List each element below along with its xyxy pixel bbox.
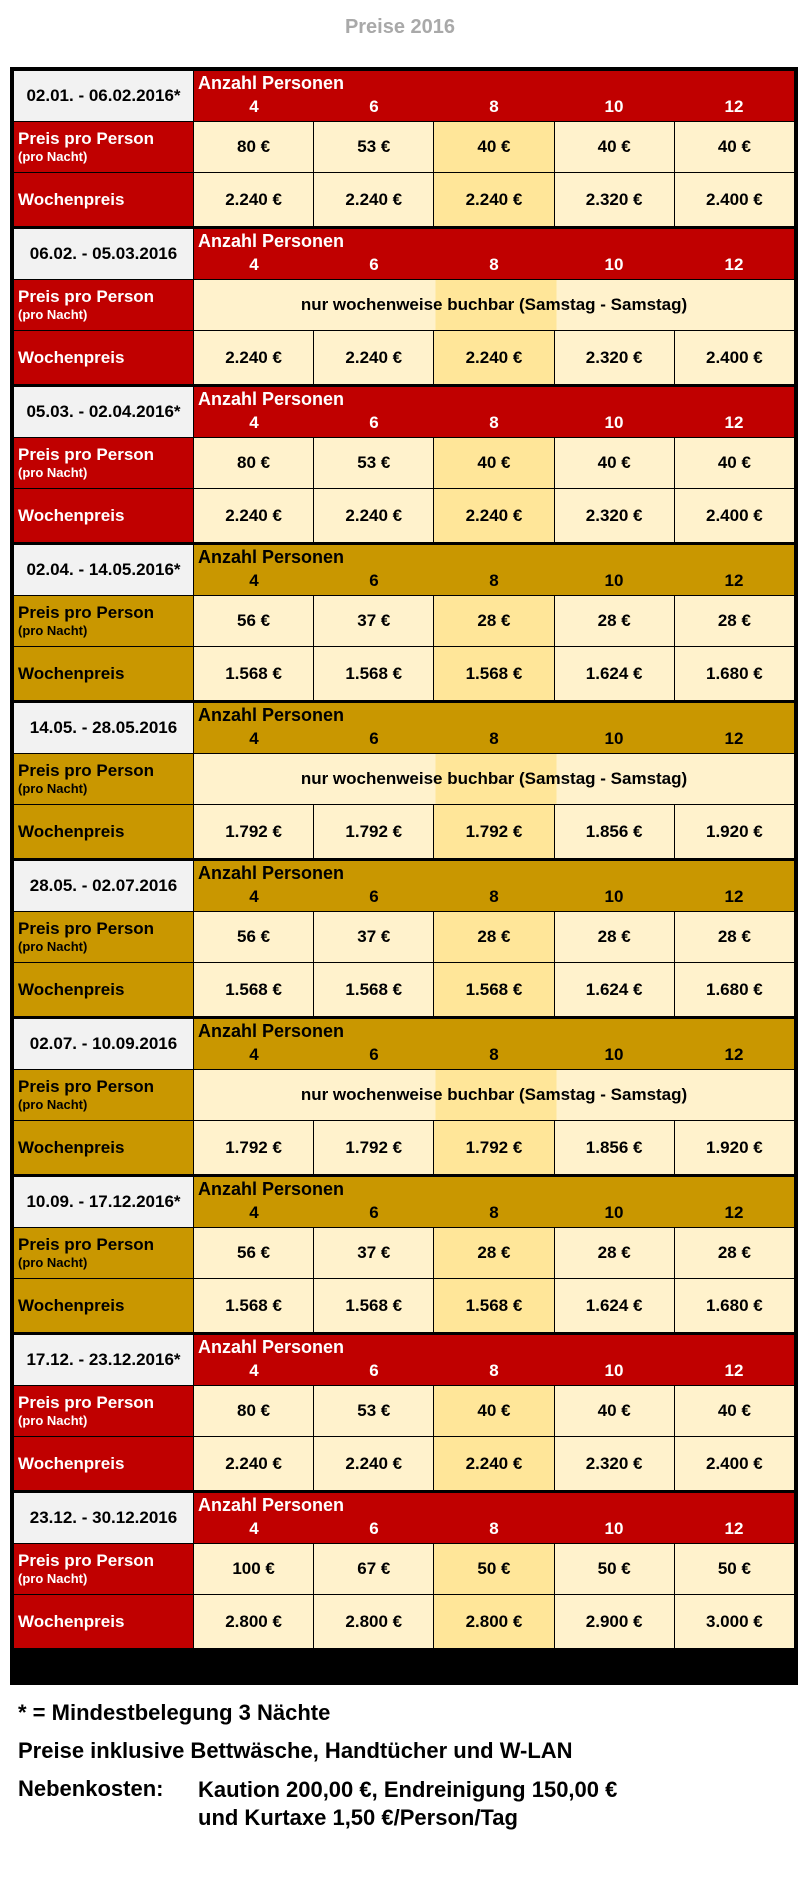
price-per-person-cell: 50 €: [434, 1544, 554, 1595]
weekly-price-cell: 1.568 €: [434, 647, 554, 702]
notes-section: [18, 1700, 778, 1832]
person-count: 8: [489, 729, 499, 748]
price-per-person-cell: 53 €: [314, 122, 434, 173]
weekly-only-note: nur wochenweise buchbar (Samstag - Samstag): [194, 280, 795, 331]
person-count: 12: [724, 1361, 744, 1380]
weekly-row: [14, 647, 795, 702]
price-row: [14, 1070, 795, 1121]
weekly-price-cell: 2.240 €: [434, 331, 554, 386]
weekly-price-cell: 2.400 €: [674, 331, 794, 386]
price-per-person-cell: 56 €: [194, 1228, 314, 1279]
period-header-row: [14, 1334, 795, 1386]
price-per-person-cell: 40 €: [434, 1386, 554, 1437]
price-row: [14, 1386, 795, 1437]
person-count: 4: [249, 1361, 259, 1380]
price-label-main: Preis pro Person: [18, 1235, 155, 1254]
weekly-price-cell: 1.920 €: [674, 1121, 794, 1176]
price-row-label: [14, 754, 194, 805]
price-label-sub: (pro Nacht): [18, 1097, 88, 1112]
persons-header-title: Anzahl Personen: [198, 231, 345, 251]
weekly-row-label: Wochenpreis: [14, 1279, 194, 1334]
person-count: 8: [489, 1203, 499, 1222]
period-label: 23.12. - 30.12.2016: [14, 1492, 194, 1544]
price-per-person-cell: 56 €: [194, 912, 314, 963]
price-per-person-cell: 28 €: [434, 1228, 554, 1279]
person-count: 8: [489, 413, 499, 432]
weekly-price-cell: 1.680 €: [674, 963, 794, 1018]
price-row-label: [14, 1070, 194, 1121]
weekly-price-cell: 2.800 €: [194, 1595, 314, 1649]
person-count: 12: [724, 1519, 744, 1538]
price-label-main: Preis pro Person: [18, 603, 155, 622]
period-label: 10.09. - 17.12.2016*: [14, 1176, 194, 1228]
person-count: 8: [489, 1045, 499, 1064]
persons-header-title: Anzahl Personen: [198, 1021, 345, 1041]
persons-header-title: Anzahl Personen: [198, 1179, 345, 1199]
person-count: 6: [369, 413, 379, 432]
weekly-row-label: Wochenpreis: [14, 647, 194, 702]
price-label-main: Preis pro Person: [18, 445, 155, 464]
weekly-price-cell: 2.240 €: [314, 1437, 434, 1492]
price-label-main: Preis pro Person: [18, 1077, 155, 1096]
weekly-price-cell: 1.680 €: [674, 647, 794, 702]
person-count: 10: [604, 571, 624, 590]
price-per-person-cell: 50 €: [674, 1544, 794, 1595]
weekly-price-cell: 1.568 €: [434, 1279, 554, 1334]
weekly-price-cell: 2.900 €: [554, 1595, 674, 1649]
person-count: 10: [604, 97, 624, 116]
weekly-price-cell: 1.568 €: [314, 1279, 434, 1334]
person-count: 12: [724, 413, 744, 432]
price-row: [14, 280, 795, 331]
period-label: 14.05. - 28.05.2016: [14, 702, 194, 754]
persons-header-title: Anzahl Personen: [198, 547, 345, 567]
weekly-row: [14, 1437, 795, 1492]
weekly-price-cell: 1.792 €: [194, 1121, 314, 1176]
weekly-price-cell: 2.240 €: [194, 331, 314, 386]
price-label-sub: (pro Nacht): [18, 149, 88, 164]
price-label-main: Preis pro Person: [18, 1393, 155, 1412]
persons-header: [194, 1176, 795, 1228]
weekly-price-cell: 2.800 €: [314, 1595, 434, 1649]
person-count: 10: [604, 1519, 624, 1538]
weekly-price-cell: 1.792 €: [434, 1121, 554, 1176]
person-count: 12: [724, 1045, 744, 1064]
person-count: 4: [249, 97, 259, 116]
persons-header-title: Anzahl Personen: [198, 863, 345, 883]
weekly-row: [14, 963, 795, 1018]
price-row: [14, 438, 795, 489]
persons-header: [194, 860, 795, 912]
person-count: 10: [604, 413, 624, 432]
page-title: Preise 2016: [344, 16, 456, 38]
period-label: 05.03. - 02.04.2016*: [14, 386, 194, 438]
weekly-price-cell: 2.320 €: [554, 1437, 674, 1492]
weekly-price-cell: 1.568 €: [314, 963, 434, 1018]
min-stay-note: * = Mindestbelegung 3 Nächte: [18, 1700, 331, 1725]
weekly-price-cell: 2.320 €: [554, 331, 674, 386]
weekly-price-cell: 1.568 €: [194, 647, 314, 702]
weekly-price-cell: 3.000 €: [674, 1595, 794, 1649]
person-count: 4: [249, 1045, 259, 1064]
weekly-price-cell: 2.240 €: [194, 1437, 314, 1492]
period-header-row: [14, 71, 795, 122]
price-per-person-cell: 37 €: [314, 912, 434, 963]
person-count: 6: [369, 97, 379, 116]
weekly-price-cell: 2.240 €: [434, 173, 554, 228]
weekly-price-cell: 1.568 €: [194, 963, 314, 1018]
price-per-person-cell: 40 €: [434, 122, 554, 173]
person-count: 8: [489, 571, 499, 590]
weekly-price-cell: 2.240 €: [314, 173, 434, 228]
period-label: 02.07. - 10.09.2016: [14, 1018, 194, 1070]
price-label-sub: (pro Nacht): [18, 307, 88, 322]
weekly-row: [14, 173, 795, 228]
weekly-price-cell: 2.240 €: [434, 489, 554, 544]
persons-header: [194, 228, 795, 280]
price-per-person-cell: 40 €: [674, 438, 794, 489]
person-count: 4: [249, 1203, 259, 1222]
persons-header-title: Anzahl Personen: [198, 1495, 345, 1515]
weekly-price-cell: 1.568 €: [314, 647, 434, 702]
person-count: 12: [724, 1203, 744, 1222]
person-count: 6: [369, 571, 379, 590]
price-table-frame: [10, 67, 798, 1685]
period-label: 06.02. - 05.03.2016: [14, 228, 194, 280]
person-count: 12: [724, 729, 744, 748]
price-label-main: Preis pro Person: [18, 919, 155, 938]
person-count: 4: [249, 413, 259, 432]
period-header-row: [14, 1492, 795, 1544]
period-header-row: [14, 860, 795, 912]
price-per-person-cell: 80 €: [194, 122, 314, 173]
price-row-label: [14, 1228, 194, 1279]
price-label-sub: (pro Nacht): [18, 939, 88, 954]
person-count: 12: [724, 887, 744, 906]
period-header-row: [14, 228, 795, 280]
price-per-person-cell: 37 €: [314, 596, 434, 647]
person-count: 10: [604, 1045, 624, 1064]
weekly-price-cell: 1.624 €: [554, 1279, 674, 1334]
price-per-person-cell: 28 €: [674, 1228, 794, 1279]
price-row-label: [14, 596, 194, 647]
price-per-person-cell: 40 €: [674, 1386, 794, 1437]
price-per-person-cell: 53 €: [314, 438, 434, 489]
price-per-person-cell: 40 €: [554, 122, 674, 173]
price-per-person-cell: 40 €: [674, 122, 794, 173]
persons-header: [194, 1334, 795, 1386]
person-count: 4: [249, 887, 259, 906]
person-count: 4: [249, 571, 259, 590]
person-count: 4: [249, 1519, 259, 1538]
weekly-price-cell: 2.400 €: [674, 173, 794, 228]
price-per-person-cell: 28 €: [674, 596, 794, 647]
price-table: [13, 70, 795, 1649]
price-per-person-cell: 28 €: [554, 912, 674, 963]
person-count: 12: [724, 571, 744, 590]
price-row: [14, 122, 795, 173]
persons-header: [194, 386, 795, 438]
persons-header: [194, 1018, 795, 1070]
price-per-person-cell: 28 €: [674, 912, 794, 963]
weekly-price-cell: 1.680 €: [674, 1279, 794, 1334]
weekly-only-note: nur wochenweise buchbar (Samstag - Samstag): [194, 754, 795, 805]
weekly-row-label: Wochenpreis: [14, 805, 194, 860]
person-count: 6: [369, 887, 379, 906]
price-label-sub: (pro Nacht): [18, 1571, 88, 1586]
person-count: 8: [489, 255, 499, 274]
price-row-label: [14, 1544, 194, 1595]
person-count: 8: [489, 1361, 499, 1380]
person-count: 4: [249, 729, 259, 748]
person-count: 8: [489, 97, 499, 116]
extra-costs-line-1: Kaution 200,00 €, Endreinigung 150,00 €: [198, 1777, 618, 1802]
weekly-price-cell: 1.624 €: [554, 963, 674, 1018]
weekly-price-cell: 1.792 €: [314, 805, 434, 860]
weekly-row: [14, 331, 795, 386]
price-label-sub: (pro Nacht): [18, 781, 88, 796]
persons-header-title: Anzahl Personen: [198, 73, 345, 93]
weekly-price-cell: 2.320 €: [554, 173, 674, 228]
price-row: [14, 1544, 795, 1595]
person-count: 6: [369, 1361, 379, 1380]
price-per-person-cell: 28 €: [554, 1228, 674, 1279]
price-label-main: Preis pro Person: [18, 1551, 155, 1570]
weekly-price-cell: 1.856 €: [554, 1121, 674, 1176]
price-row-label: [14, 122, 194, 173]
period-label: 17.12. - 23.12.2016*: [14, 1334, 194, 1386]
person-count: 6: [369, 1045, 379, 1064]
price-row: [14, 596, 795, 647]
person-count: 12: [724, 97, 744, 116]
person-count: 6: [369, 1519, 379, 1538]
persons-header: [194, 71, 795, 122]
extra-costs: [18, 1776, 778, 1832]
weekly-price-cell: 2.240 €: [434, 1437, 554, 1492]
weekly-price-cell: 1.856 €: [554, 805, 674, 860]
weekly-price-cell: 2.400 €: [674, 1437, 794, 1492]
price-row-label: [14, 1386, 194, 1437]
persons-header-title: Anzahl Personen: [198, 389, 345, 409]
weekly-row-label: Wochenpreis: [14, 1437, 194, 1492]
weekly-price-cell: 1.568 €: [434, 963, 554, 1018]
weekly-price-cell: 1.792 €: [434, 805, 554, 860]
person-count: 6: [369, 729, 379, 748]
price-row-label: [14, 438, 194, 489]
price-row: [14, 754, 795, 805]
price-per-person-cell: 37 €: [314, 1228, 434, 1279]
person-count: 6: [369, 255, 379, 274]
persons-header: [194, 544, 795, 596]
price-per-person-cell: 28 €: [434, 912, 554, 963]
price-per-person-cell: 40 €: [554, 438, 674, 489]
period-label: 02.04. - 14.05.2016*: [14, 544, 194, 596]
person-count: 10: [604, 255, 624, 274]
extra-costs-label: Nebenkosten:: [18, 1776, 164, 1801]
person-count: 8: [489, 1519, 499, 1538]
price-per-person-cell: 67 €: [314, 1544, 434, 1595]
price-row: [14, 912, 795, 963]
price-label-sub: (pro Nacht): [18, 465, 88, 480]
person-count: 10: [604, 887, 624, 906]
included-note: Preise inklusive Bettwäsche, Handtücher und W-LAN: [18, 1738, 573, 1763]
weekly-price-cell: 2.800 €: [434, 1595, 554, 1649]
period-header-row: [14, 702, 795, 754]
person-count: 8: [489, 887, 499, 906]
weekly-only-note: nur wochenweise buchbar (Samstag - Samstag): [194, 1070, 795, 1121]
weekly-row-label: Wochenpreis: [14, 1121, 194, 1176]
price-per-person-cell: 28 €: [554, 596, 674, 647]
weekly-row-label: Wochenpreis: [14, 173, 194, 228]
price-per-person-cell: 40 €: [434, 438, 554, 489]
price-label-sub: (pro Nacht): [18, 623, 88, 638]
weekly-price-cell: 1.568 €: [194, 1279, 314, 1334]
price-per-person-cell: 40 €: [554, 1386, 674, 1437]
person-count: 6: [369, 1203, 379, 1222]
weekly-price-cell: 2.240 €: [314, 331, 434, 386]
persons-header-title: Anzahl Personen: [198, 705, 345, 725]
price-row-label: [14, 280, 194, 331]
weekly-row: [14, 805, 795, 860]
weekly-price-cell: 2.240 €: [194, 173, 314, 228]
period-header-row: [14, 544, 795, 596]
weekly-row: [14, 1595, 795, 1649]
price-per-person-cell: 28 €: [434, 596, 554, 647]
weekly-row: [14, 489, 795, 544]
price-per-person-cell: 80 €: [194, 438, 314, 489]
price-label-main: Preis pro Person: [18, 287, 155, 306]
period-header-row: [14, 1176, 795, 1228]
price-label-main: Preis pro Person: [18, 761, 155, 780]
weekly-row-label: Wochenpreis: [14, 331, 194, 386]
person-count: 4: [249, 255, 259, 274]
weekly-price-cell: 2.240 €: [194, 489, 314, 544]
price-per-person-cell: 80 €: [194, 1386, 314, 1437]
weekly-price-cell: 1.920 €: [674, 805, 794, 860]
weekly-row: [14, 1279, 795, 1334]
extra-costs-line-2: und Kurtaxe 1,50 €/Person/Tag: [198, 1805, 518, 1830]
weekly-row-label: Wochenpreis: [14, 963, 194, 1018]
price-per-person-cell: 53 €: [314, 1386, 434, 1437]
period-label: 28.05. - 02.07.2016: [14, 860, 194, 912]
weekly-price-cell: 2.400 €: [674, 489, 794, 544]
weekly-price-cell: 1.624 €: [554, 647, 674, 702]
price-row: [14, 1228, 795, 1279]
period-header-row: [14, 386, 795, 438]
person-count: 12: [724, 255, 744, 274]
weekly-row-label: Wochenpreis: [14, 1595, 194, 1649]
price-label-sub: (pro Nacht): [18, 1413, 88, 1428]
price-label-main: Preis pro Person: [18, 129, 155, 148]
weekly-row: [14, 1121, 795, 1176]
person-count: 10: [604, 1203, 624, 1222]
weekly-price-cell: 1.792 €: [194, 805, 314, 860]
weekly-price-cell: 1.792 €: [314, 1121, 434, 1176]
period-header-row: [14, 1018, 795, 1070]
weekly-row-label: Wochenpreis: [14, 489, 194, 544]
price-per-person-cell: 50 €: [554, 1544, 674, 1595]
price-per-person-cell: 100 €: [194, 1544, 314, 1595]
person-count: 10: [604, 1361, 624, 1380]
persons-header: [194, 1492, 795, 1544]
price-per-person-cell: 56 €: [194, 596, 314, 647]
persons-header: [194, 702, 795, 754]
price-label-sub: (pro Nacht): [18, 1255, 88, 1270]
price-row-label: [14, 912, 194, 963]
person-count: 10: [604, 729, 624, 748]
weekly-price-cell: 2.320 €: [554, 489, 674, 544]
weekly-price-cell: 2.240 €: [314, 489, 434, 544]
period-label: 02.01. - 06.02.2016*: [14, 71, 194, 122]
persons-header-title: Anzahl Personen: [198, 1337, 345, 1357]
